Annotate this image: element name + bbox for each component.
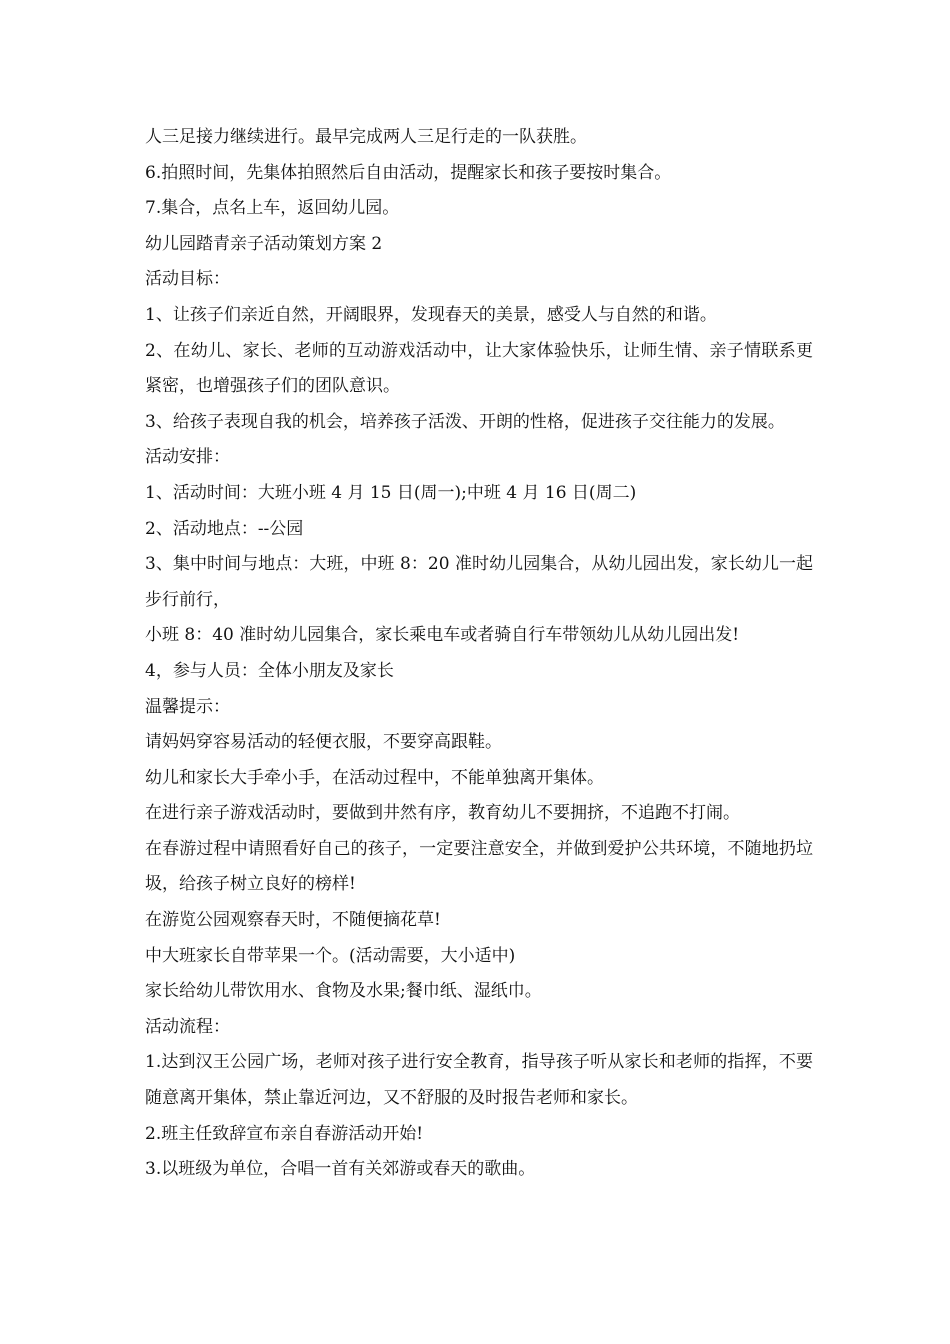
section-title: 幼儿园踏青亲子活动策划方案 2 [145, 233, 383, 254]
text-line: 6.拍照时间，先集体拍照然后自由活动，提醒家长和孩子要按时集合。 [145, 162, 672, 183]
text-line: 在进行亲子游戏活动时，要做到井然有序，教育幼儿不要拥挤，不追跑不打闹。 [145, 803, 740, 824]
text-line: 在游览公园观察春天时，不随便摘花草! [145, 910, 441, 931]
section-heading: 活动安排： [145, 447, 230, 468]
text-line: 请妈妈穿容易活动的轻便衣服，不要穿高跟鞋。 [145, 732, 502, 753]
section-heading: 温馨提示： [145, 696, 230, 717]
text-paragraph: 3、给孩子表现自我的机会，培养孩子活泼、开朗的性格，促进孩子交往能力的发展。 [145, 411, 785, 432]
text-paragraph: 3、集中时间与地点：大班，中班 8：20 准时幼儿园集合，从幼儿园出发，家长幼儿一起步行前行， [145, 554, 813, 610]
text-line: 小班 8：40 准时幼儿园集合，家长乘电车或者骑自行车带领幼儿从幼儿园出发! [145, 625, 740, 646]
text-line: 7.集合，点名上车，返回幼儿园。 [145, 198, 400, 219]
text-line: 3.以班级为单位，合唱一首有关郊游或春天的歌曲。 [145, 1159, 536, 1180]
text-line: 1、活动时间：大班小班 4 月 15 日(周一);中班 4 月 16 日(周二) [145, 482, 637, 503]
document-body [145, 120, 813, 1188]
text-line: 中大班家长自带苹果一个。(活动需要，大小适中) [145, 945, 516, 966]
section-heading: 活动目标： [145, 269, 230, 290]
text-line: 1、让孩子们亲近自然，开阔眼界，发现春天的美景，感受人与自然的和谐。 [145, 304, 717, 325]
text-line: 家长给幼儿带饮用水、食物及水果;餐巾纸、湿纸巾。 [145, 981, 542, 1002]
text-line: 2、活动地点：--公园 [145, 518, 304, 539]
text-line: 人三足接力继续进行。最早完成两人三足行走的一队获胜。 [145, 127, 587, 147]
text-line: 4，参与人员：全体小朋友及家长 [145, 660, 394, 681]
section-heading: 活动流程： [145, 1016, 230, 1037]
text-paragraph: 在春游过程中请照看好自己的孩子，一定要注意安全，并做到爱护公共环境，不随地扔垃圾，给孩子树立良好的榜样! [145, 838, 813, 895]
text-line: 幼儿和家长大手牵小手，在活动过程中，不能单独离开集体。 [145, 767, 604, 788]
text-paragraph: 2、在幼儿、家长、老师的互动游戏活动中，让大家体验快乐，让师生情、亲子情联系更紧密，也增强孩子们的团队意识。 [145, 340, 813, 397]
text-line: 2.班主任致辞宣布亲自春游活动开始! [145, 1123, 424, 1144]
text-paragraph: 1.达到汉王公园广场，老师对孩子进行安全教育，指导孩子听从家长和老师的指挥，不要随意离开集体，禁止靠近河边，又不舒服的及时报告老师和家长。 [145, 1052, 813, 1109]
